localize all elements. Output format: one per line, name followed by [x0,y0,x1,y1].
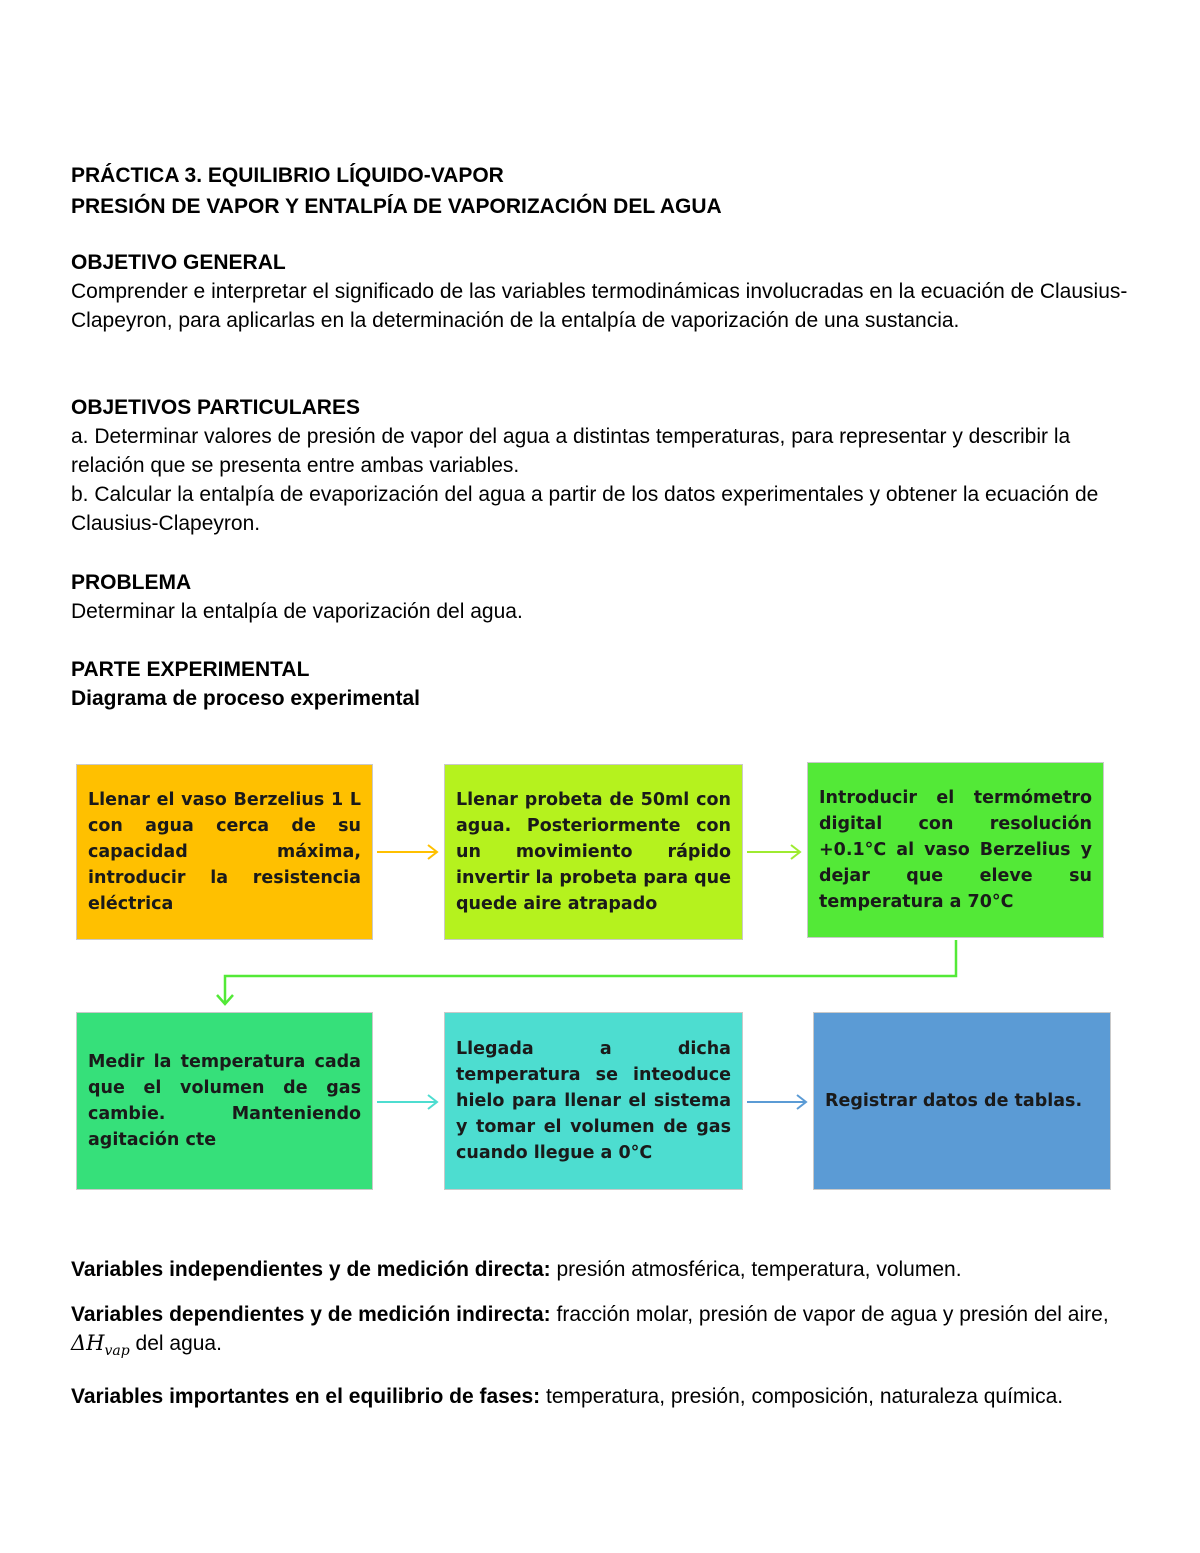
title-line-1: PRÁCTICA 3. EQUILIBRIO LÍQUIDO-VAPOR [71,164,504,187]
problema-heading: PROBLEMA [71,571,192,594]
variables-dependientes [71,1300,1141,1366]
objetivo-general-heading: OBJETIVO GENERAL [71,251,286,274]
process-step-1-text: Llenar el vaso Berzelius 1 L con agua cerca de su capacidad máxima, introducir la resistencia eléctrica [88,790,361,914]
arrow-row-connector [217,940,956,1004]
variables-dependientes-text: fracción molar, presión de vapor de agua y presión del aire, [550,1303,1109,1326]
arrow-step-2-to-3 [747,845,800,859]
process-step-4-text: Medir la temperatura cada que el volumen de gas cambie. Manteniendo agitación cte [88,1052,361,1150]
process-step-3-text: Introducir el termómetro digital con resolución +0.1°C al vaso Berzelius y dejar que eleve su temperatura a 70°C [819,788,1092,912]
variables-importantes-label: Variables importantes en el equilibrio de fases: [71,1385,541,1409]
arrow-step-1-to-2 [377,845,437,859]
diagram-subheading: Diagrama de proceso experimental [71,687,420,710]
objetivo-general-text: Comprender e interpretar el significado de las variables termodinámicas involucradas en la ecuación de Clausius-Clapeyron, para aplicarlas en la determinación de la entalpía de vaporización de una sustancia. [71,280,1128,332]
variables-dependientes-tail: del agua. [129,1332,222,1355]
process-step-2-text: Llenar probeta de 50ml con agua. Posteriormente con un movimiento rápido invertir la probeta para que quede aire atrapado [456,790,731,914]
variables-section [71,1255,1141,1427]
arrow-step-5-to-6 [747,1095,806,1109]
title-line-2: PRESIÓN DE VAPOR Y ENTALPÍA DE VAPORIZACIÓN DEL AGUA [71,195,722,218]
objetivo-particular-b: b. Calcular la entalpía de evaporización del agua a partir de los datos experimentales y obtener la ecuación de Clausius-Clapeyron. [71,483,1099,535]
variables-importantes [71,1382,1141,1411]
variables-independientes-label: Variables independientes y de medición directa: [71,1258,551,1281]
variables-independientes [71,1255,1141,1284]
variables-dependientes-label: Variables dependientes y de medición indirecta: [71,1303,551,1326]
parte-experimental-heading: PARTE EXPERIMENTAL [71,658,310,681]
process-step-5-text: Llegada a dicha temperatura se inteoduce hielo para llenar el sistema y tomar el volumen de gas cuando llegue a 0°C [456,1039,731,1163]
objetivo-particular-a: a. Determinar valores de presión de vapor del agua a distintas temperaturas, para representar y describir la relación que se presenta entre ambas variables. [71,425,1071,477]
variables-importantes-text: temperatura, presión, composición, naturaleza química. [540,1385,1064,1409]
process-step-6-text: Registrar datos de tablas. [825,1091,1083,1111]
delta-h-subscript: vap [104,1343,130,1360]
variables-independientes-text: presión atmosférica, temperatura, volumen. [550,1258,962,1281]
problema-text: Determinar la entalpía de vaporización del agua. [71,600,523,623]
arrow-step-4-to-5 [377,1095,437,1109]
objetivos-particulares-heading: OBJETIVOS PARTICULARES [71,396,360,419]
delta-h-symbol: ΔH [71,1331,105,1355]
